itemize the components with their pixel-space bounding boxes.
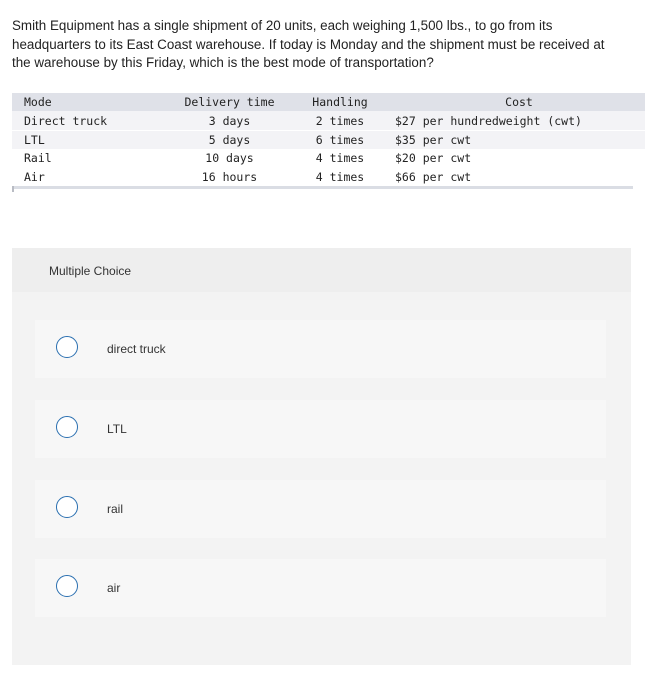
answer-option-label: rail <box>107 502 124 516</box>
table-cell-cost: $27 per hundredweight (cwt) <box>393 111 645 130</box>
radio-button-icon[interactable] <box>56 336 78 358</box>
question-line: headquarters to its East Coast warehouse. If today is Monday and the shipment must be received at <box>12 36 605 52</box>
table-cell-delivery-time: 10 days <box>205 151 254 166</box>
answer-option-label: direct truck <box>107 342 166 356</box>
table-row <box>12 130 645 149</box>
table-row <box>12 111 645 130</box>
radio-button-icon[interactable] <box>56 416 78 438</box>
column-header-delivery-time: Delivery time <box>184 95 275 110</box>
table-cell-cost: $66 per cwt <box>395 169 472 184</box>
table-cell-delivery-time: 5 days <box>208 132 251 147</box>
radio-button-icon[interactable] <box>56 575 78 597</box>
column-header-mode: Mode <box>24 95 52 110</box>
shipping-options-table <box>12 93 633 189</box>
table-cell-cost: $20 per cwt <box>395 151 472 166</box>
answer-option-label: LTL <box>107 422 127 436</box>
answer-option-direct-truck[interactable] <box>35 320 606 378</box>
answer-option-ltl[interactable] <box>35 400 606 458</box>
answer-option-rail[interactable] <box>35 480 606 538</box>
column-header-cost: Cost <box>505 95 533 110</box>
radio-button-icon[interactable] <box>56 496 78 518</box>
multiple-choice-title: Multiple Choice <box>49 264 132 278</box>
question-line: Smith Equipment has a single shipment of 20 units, each weighing 1,500 lbs., to go from its <box>12 18 553 33</box>
table-row <box>12 168 645 186</box>
multiple-choice-panel <box>12 248 631 665</box>
question-line: the warehouse by this Friday, which is the best mode of transportation? <box>12 55 434 70</box>
table-header-row <box>12 93 645 111</box>
table-cell-mode: Air <box>24 169 45 184</box>
multiple-choice-header <box>12 248 631 292</box>
table-bottom-border <box>12 186 633 189</box>
table-cell-handling: 6 times <box>315 132 365 147</box>
table-cell-delivery-time: 3 days <box>172 111 287 130</box>
question-text <box>12 17 652 73</box>
table-cell-delivery-time: 16 hours <box>201 169 258 184</box>
table-cell-handling: 4 times <box>315 169 365 184</box>
table-cell-mode: Direct truck <box>12 111 172 130</box>
table-row <box>12 149 645 167</box>
table-cell-handling: 4 times <box>315 151 365 166</box>
answer-option-label: air <box>107 581 121 595</box>
answer-option-air[interactable] <box>35 559 606 617</box>
table-cell-cost: $35 per cwt <box>395 132 472 147</box>
column-header-handling: Handling <box>312 95 368 110</box>
table-cell-mode: Rail <box>24 151 52 166</box>
table-cell-handling: 2 times <box>287 111 393 130</box>
table-bottom-tick <box>12 186 14 192</box>
table-cell-mode: LTL <box>24 132 45 147</box>
